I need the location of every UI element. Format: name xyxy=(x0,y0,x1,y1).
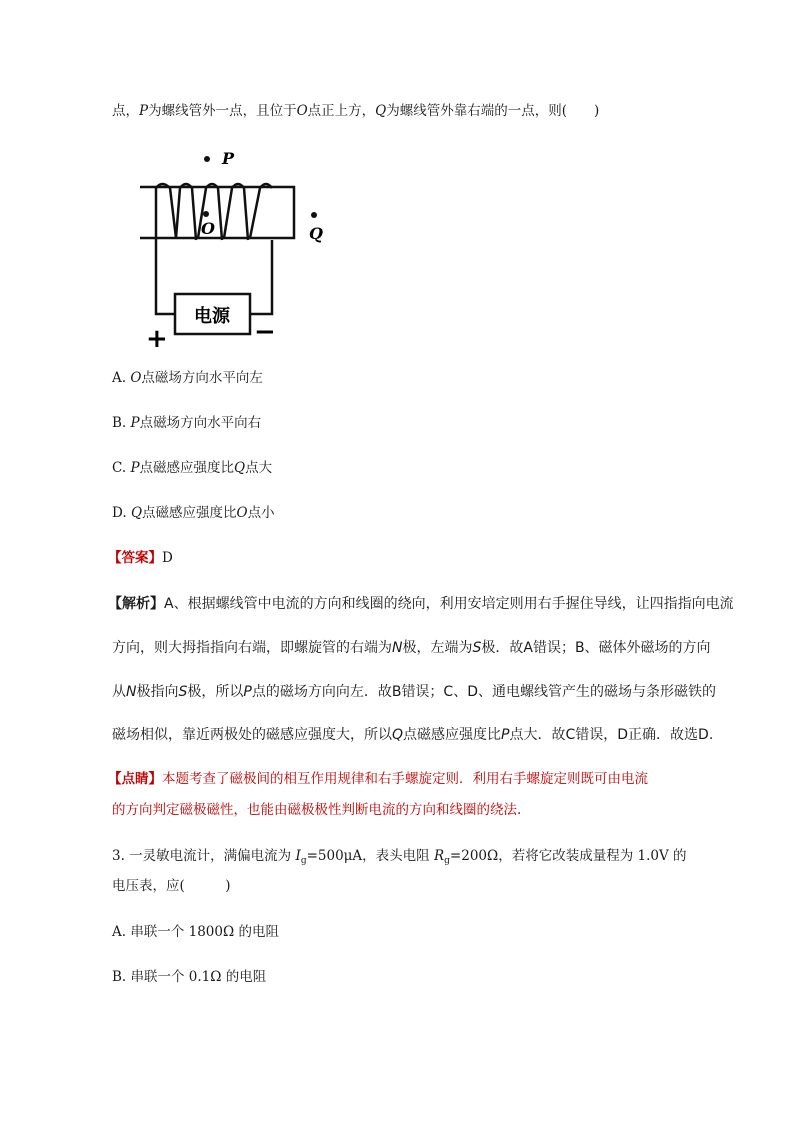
analysis-line-4 xyxy=(112,725,713,745)
wire-right xyxy=(250,240,272,314)
q3-option-text: B. 串联一个 0.1Ω 的电阻 xyxy=(112,969,267,985)
option-letter: D. xyxy=(112,505,131,521)
var-P: P xyxy=(243,684,252,700)
analysis-text: 正确．故选 xyxy=(628,727,699,743)
text-fragment: 为螺线管外靠右端的一点，则( ) xyxy=(386,103,600,119)
solenoid-diagram xyxy=(140,142,340,347)
analysis-text: 极．故 xyxy=(481,640,524,656)
analysis-line-2 xyxy=(112,638,711,658)
option-ref: C xyxy=(565,727,576,743)
option-text: 点小 xyxy=(247,505,275,521)
analysis-text: A、根据螺线管中电流的方向和线圈的绕向，利用安培定则用右手握住导线，让四指指向电流 xyxy=(164,596,734,612)
var-O: O xyxy=(296,103,308,119)
q3-text: =500μA，表头电阻 xyxy=(306,848,434,864)
option-letter: B. xyxy=(112,415,131,431)
text-fragment: 点， xyxy=(112,103,139,119)
analysis-text: 错误， xyxy=(575,727,618,743)
option-text: 点磁感应强度比 xyxy=(139,460,235,476)
analysis-line-1 xyxy=(108,594,734,614)
wire-left xyxy=(156,238,175,314)
option-text: 点磁感应强度比 xyxy=(142,505,237,521)
solenoid-core xyxy=(140,187,294,238)
comment-line-1 xyxy=(108,769,648,789)
var-S: S xyxy=(178,684,188,700)
option-text: 点磁场方向水平向左 xyxy=(141,370,263,386)
analysis-text: 磁场相似，靠近两极处的磁感应强度大，所以 xyxy=(112,727,392,743)
q3-stem-line-2 xyxy=(112,876,231,896)
option-C xyxy=(112,458,272,478)
plus-sign: + xyxy=(146,324,168,347)
answer-line xyxy=(108,548,173,568)
option-text: 点大 xyxy=(245,460,273,476)
point-O-label: O xyxy=(201,219,215,238)
analysis-text: 点大．故 xyxy=(509,727,566,743)
var-Q: Q xyxy=(130,505,143,521)
analysis-text: 极，左端为 xyxy=(402,640,473,656)
point-P-dot xyxy=(204,156,210,162)
option-text: 点磁场方向水平向右 xyxy=(139,415,262,431)
analysis-text: 极，所以 xyxy=(187,684,244,700)
analysis-text: 错误；C、D、通电螺线管产生的磁场与条形磁铁的 xyxy=(401,684,716,700)
q3-option-B xyxy=(112,967,266,987)
var-P: P xyxy=(130,415,140,431)
analysis-label: 【解析】 xyxy=(108,596,164,612)
point-Q-label: Q xyxy=(309,224,323,243)
var-Q: Q xyxy=(234,460,246,476)
option-ref: A xyxy=(523,640,533,656)
option-A xyxy=(112,368,263,388)
var-Rg: R xyxy=(433,848,445,864)
analysis-text: 点磁感应强度比 xyxy=(403,727,502,743)
var-P: P xyxy=(501,727,510,743)
analysis-line-3 xyxy=(112,682,716,702)
option-B xyxy=(112,413,261,433)
var-N: N xyxy=(392,640,403,656)
analysis-text: 极指向 xyxy=(136,684,179,700)
subscript-g: g xyxy=(444,856,450,866)
var-P: P xyxy=(139,103,149,119)
q3-text: =200Ω，若将它改装成量程为 1.0V 的 xyxy=(449,848,687,864)
var-Ig: I xyxy=(295,848,301,864)
q3-text: 3. 一灵敏电流计，满偏电流为 xyxy=(112,848,296,864)
var-Q: Q xyxy=(375,103,387,119)
point-Q-dot xyxy=(311,212,317,218)
question-text-line xyxy=(112,101,599,121)
var-Q: Q xyxy=(392,727,404,743)
analysis-text: 方向，则大拇指指向右端，即螺旋管的右端为 xyxy=(112,640,392,656)
q3-option-text: A. 串联一个 1800Ω 的电阻 xyxy=(112,924,279,940)
var-O: O xyxy=(236,505,248,521)
option-ref: D. xyxy=(698,727,714,743)
point-O-dot xyxy=(203,211,209,217)
var-N: N xyxy=(126,684,137,700)
comment-text: 的方向判定磁极磁性，也能由磁极极性判断电流的方向和线圈的绕法. xyxy=(112,802,522,818)
text-fragment: 为螺线管外一点，且位于 xyxy=(148,103,297,119)
comment-line-2 xyxy=(112,800,521,820)
q3-stem-line-1 xyxy=(112,846,687,871)
answer-value: D xyxy=(162,550,173,566)
analysis-text: 错误；B、磁体外磁场的方向 xyxy=(532,640,711,656)
power-source-label: 电源 xyxy=(194,306,230,327)
option-D xyxy=(112,503,275,523)
var-O: O xyxy=(130,370,142,386)
subscript-g: g xyxy=(300,856,307,866)
option-ref: D xyxy=(617,727,629,743)
q3-option-A xyxy=(112,922,279,942)
point-P-label: P xyxy=(222,149,235,168)
var-S: S xyxy=(472,640,482,656)
answer-label: 【答案】 xyxy=(108,550,162,566)
analysis-text: 点的磁场方向向左．故 xyxy=(251,684,392,700)
option-ref: B xyxy=(391,684,402,700)
option-letter: C. xyxy=(112,460,131,476)
analysis-text: 从 xyxy=(112,684,126,700)
text-fragment: 点正上方， xyxy=(307,103,376,119)
var-P: P xyxy=(130,460,140,476)
q3-text: 电压表，应( ) xyxy=(112,878,231,894)
comment-label: 【点睛】 xyxy=(108,771,162,787)
option-letter: A. xyxy=(112,370,131,386)
minus-sign: − xyxy=(254,317,276,347)
comment-text: 本题考查了磁极间的相互作用规律和右手螺旋定则．利用右手螺旋定则既可由电流 xyxy=(162,771,648,787)
